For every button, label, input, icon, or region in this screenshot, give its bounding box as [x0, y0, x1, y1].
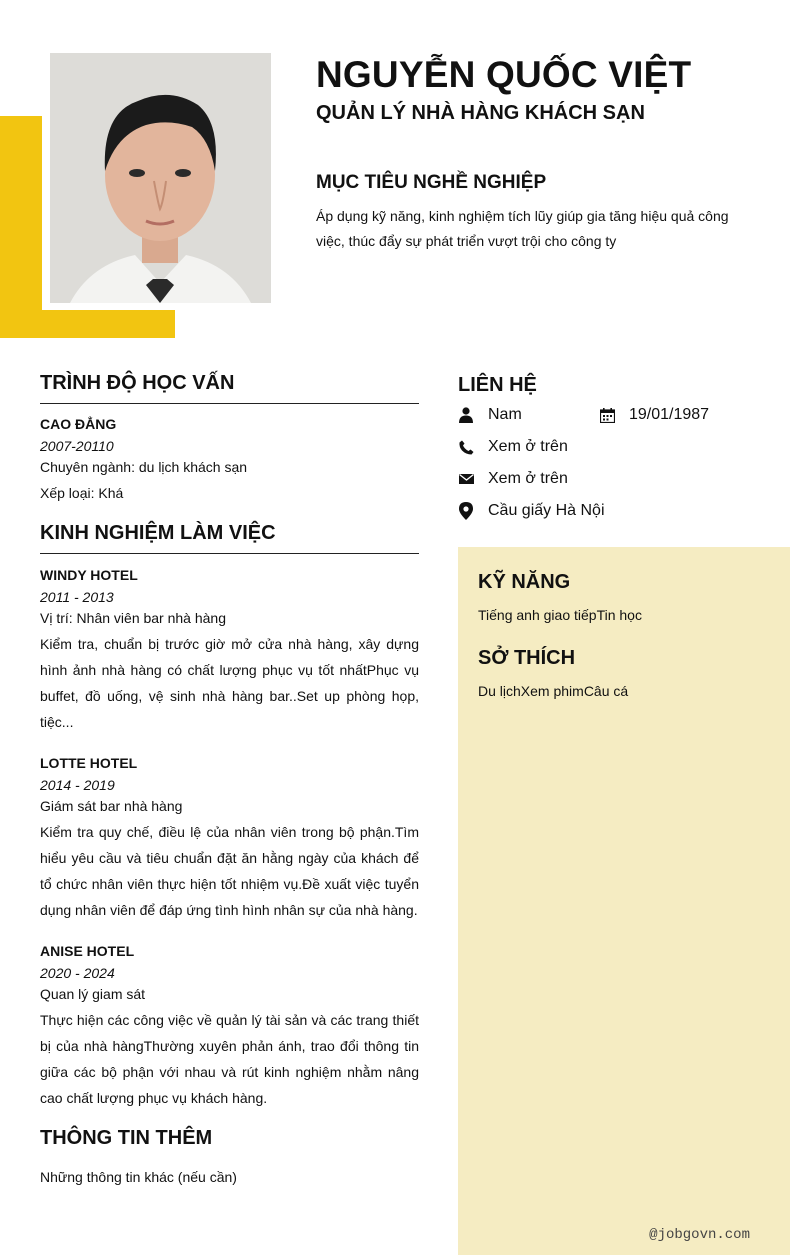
education-period: 2007-20110 [40, 438, 114, 454]
job-position: Giám sát bar nhà hàng [40, 798, 183, 814]
education-school: CAO ĐẲNG [40, 416, 117, 432]
profile-photo [50, 53, 271, 303]
contact-heading: LIÊN HỆ [458, 374, 537, 396]
objective-heading: MỤC TIÊU NGHỀ NGHIỆP [316, 172, 547, 193]
job-position: Vị trí: Nhân viên bar nhà hàng [40, 610, 227, 626]
calendar-icon [599, 407, 615, 423]
job-description: Kiểm tra, chuẩn bị trước giờ mở cửa nhà hàng, xây dựng hình ảnh nhà hàng có chất lượng phục vụ tốt nhấtPhục vụ buffet, đồ uống, vệ sinh nhà hàng bar..Set up phòng họp, tiệc... [40, 636, 419, 730]
accent-bar-horizontal [0, 310, 175, 338]
experience-entry [40, 943, 419, 1111]
education-major: Chuyên ngành: du lịch khách sạn [40, 459, 248, 475]
watermark: @jobgovn.com [649, 1227, 750, 1243]
side-panel [458, 547, 790, 1255]
additional-info-text: Những thông tin khác (nếu cần) [40, 1169, 237, 1185]
phone-icon [458, 439, 474, 455]
job-position: Quan lý giam sát [40, 986, 146, 1002]
job-company: ANISE HOTEL [40, 943, 135, 959]
accent-bar-vertical [0, 116, 42, 338]
address-value: Cầu giấy Hà Nội [488, 502, 605, 519]
hobbies-heading: SỞ THÍCH [478, 647, 576, 669]
contact-gender [458, 406, 522, 424]
candidate-name: NGUYỄN QUỐC VIỆT [316, 54, 692, 95]
job-company: LOTTE HOTEL [40, 755, 138, 771]
job-period: 2014 - 2019 [40, 777, 115, 793]
skills-heading: KỸ NĂNG [478, 571, 571, 593]
left-column [40, 372, 419, 1190]
education-entry [40, 416, 419, 506]
gender-value: Nam [488, 406, 522, 423]
job-period: 2020 - 2024 [40, 965, 115, 981]
contact-phone [458, 438, 568, 456]
person-icon [458, 407, 474, 423]
contact-birthday [599, 406, 709, 424]
contact-email [458, 470, 568, 488]
experience-entry [40, 755, 419, 923]
job-description: Thực hiện các công việc về quản lý tài sản và các trang thiết bị của nhà hàngThường xuyên phản ánh, trao đổi thông tin giữa các bộ phận với nhau và rút kinh nghiệm nhằm nâng cao chất lượng phục vụ khách hàng. [40, 1012, 419, 1106]
email-value: Xem ở trên [488, 470, 568, 487]
hobbies-text: Du lịchXem phimCâu cá [478, 683, 629, 699]
birthday-value: 19/01/1987 [629, 406, 710, 423]
education-heading: TRÌNH ĐỘ HỌC VẤN [40, 372, 419, 404]
objective-text: Áp dụng kỹ năng, kinh nghiệm tích lũy giúp gia tăng hiệu quả công việc, thúc đẩy sự phát triển vượt trội cho công ty [316, 208, 729, 249]
job-description: Kiểm tra quy chế, điều lệ của nhân viên trong bộ phận.Tìm hiểu yêu cầu và tiêu chuẩn đặt ăn hằng ngày của khách để tổ chức nhân viên thực hiện tốt nhiệm vụ.Đề xuất việc tuyển dụng nhân viên để đáp ứng tình hình nhân sự của nhà hàng. [40, 824, 419, 918]
additional-info-heading: THÔNG TIN THÊM [40, 1127, 213, 1149]
job-company: WINDY HOTEL [40, 567, 138, 583]
contact-address [458, 502, 605, 520]
experience-entry [40, 567, 419, 735]
mail-icon [458, 471, 474, 487]
job-period: 2011 - 2013 [40, 589, 114, 605]
skills-text: Tiếng anh giao tiếpTin học [478, 607, 642, 623]
location-icon [458, 503, 474, 519]
experience-heading: KINH NGHIỆM LÀM VIỆC [40, 522, 419, 554]
job-title: QUẢN LÝ NHÀ HÀNG KHÁCH SẠN [316, 102, 645, 124]
phone-value: Xem ở trên [488, 438, 568, 455]
education-grade: Xếp loại: Khá [40, 485, 124, 501]
